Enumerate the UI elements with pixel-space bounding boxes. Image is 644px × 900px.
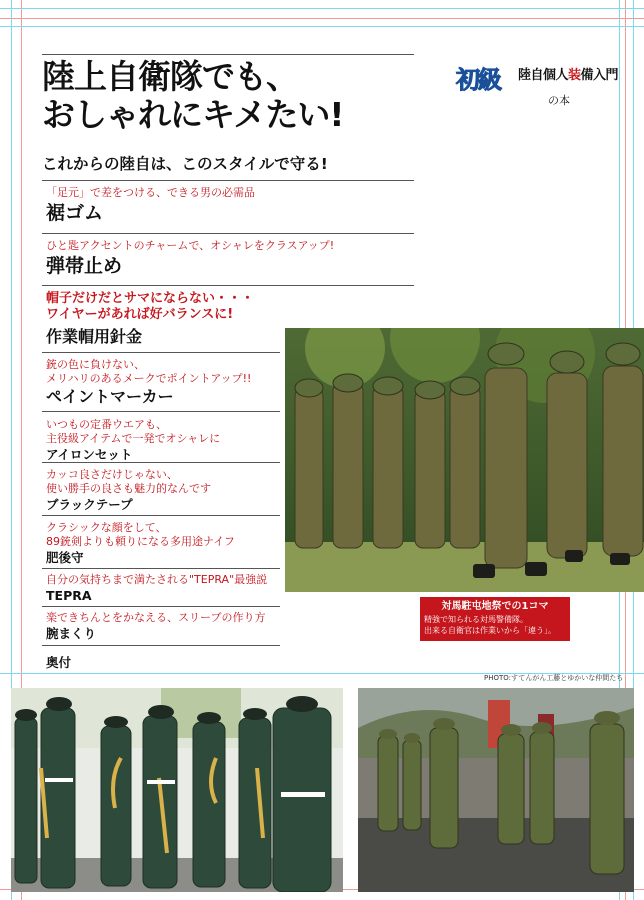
photo-caption (420, 597, 570, 641)
divider (42, 352, 280, 353)
guide-line (0, 18, 644, 19)
photo-march (358, 688, 634, 892)
photo-image (11, 688, 343, 892)
toc-name: TEPRA (46, 588, 92, 603)
caption-line: 精強で知られる対馬警備隊。 (424, 615, 528, 624)
toc-name: ペイントマーカー (46, 387, 174, 406)
toc-kicker: 「足元」で差をつける、できる男の必需品 (46, 186, 255, 199)
toc-name: 裾ゴム (46, 202, 104, 224)
photo-soldiers-formation (285, 328, 644, 592)
photo-credit: PHOTO:すてんがん工藤とゆかいな仲間たち (484, 674, 624, 682)
toc-item[interactable] (46, 611, 265, 643)
toc-kicker: 銃の色に負けない、 (46, 358, 145, 371)
toc-item[interactable] (46, 239, 334, 279)
photo-band (11, 688, 343, 892)
toc-kicker: いつもの定番ウエアも、 (46, 418, 167, 431)
caption-title: 対馬駐屯地祭での1コマ (441, 601, 549, 612)
toc-kicker: 帽子だけだとサマにならない・・・ (46, 291, 255, 306)
toc-kicker: 自分の気持ちまで満たされる"TEPRA"最強説 (46, 573, 268, 586)
page-title: 陸上自衛隊でも、 おしゃれにキメたい! (42, 57, 344, 134)
toc-name: 奥付 (46, 655, 72, 670)
toc-kicker: メリハリのあるメークでポイントアップ!! (46, 372, 252, 385)
divider (42, 180, 414, 181)
divider (42, 568, 280, 569)
guide-line (0, 26, 644, 27)
caption-line: 出来る自衛官は作業いから「違う」。 (424, 626, 556, 635)
toc-name: アイロンセット (46, 447, 133, 462)
divider (42, 645, 280, 646)
divider (42, 515, 280, 516)
logo-main-text: 初級 (456, 65, 500, 94)
toc-item[interactable] (46, 654, 71, 672)
toc-name: ブラックテープ (46, 497, 133, 512)
logo-tail-text: の本 (548, 94, 570, 107)
divider (42, 462, 280, 463)
toc-name: 腕まくり (46, 626, 97, 641)
divider (42, 606, 280, 607)
toc-kicker: 使い勝手の良さも魅力的なんです (46, 482, 211, 495)
toc-name: 弾帯止め (46, 255, 123, 277)
toc-kicker: ひと匙アクセントのチャームで、オシャレをクラスアップ! (46, 239, 335, 252)
toc-kicker: クラシックな顔をして、 (46, 521, 167, 534)
divider (42, 411, 280, 412)
toc-kicker: カッコ良さだけじゃない、 (46, 468, 178, 481)
toc-name: 作業帽用針金 (46, 327, 143, 346)
divider (42, 233, 414, 234)
divider (42, 285, 414, 286)
toc-item[interactable] (46, 521, 235, 567)
divider (42, 54, 414, 55)
toc-kicker: ワイヤーがあれば好バランスに! (46, 307, 234, 322)
toc-item[interactable] (46, 291, 254, 348)
toc-item[interactable] (46, 186, 255, 226)
toc-item[interactable] (46, 573, 267, 605)
toc-item[interactable] (46, 358, 251, 408)
photo-image (358, 688, 634, 892)
toc-name: 肥後守 (46, 550, 84, 565)
toc-kicker: 楽できちんとをかなえる、スリーブの作り方 (46, 611, 266, 624)
logo-sub-text: 陸自個人装備入門 (518, 68, 619, 83)
page-subtitle: これからの陸自は、このスタイルで守る! (42, 155, 328, 173)
toc-item[interactable] (46, 468, 211, 514)
guide-line (0, 8, 644, 9)
toc-item[interactable] (46, 418, 220, 464)
book-logo (456, 58, 619, 108)
toc-kicker: 主役級アイテムで一発でオシャレに (46, 432, 221, 445)
toc-kicker: 89銃剣よりも頼りになる多用途ナイフ (46, 535, 235, 548)
photo-image (285, 328, 644, 592)
